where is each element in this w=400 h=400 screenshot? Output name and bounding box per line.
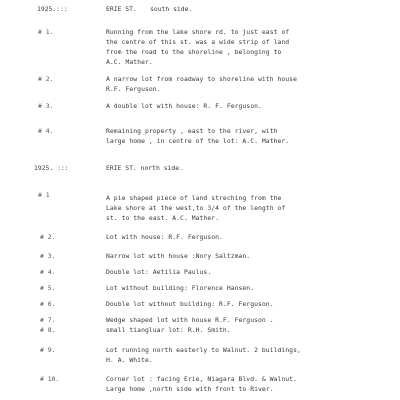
entry-line: Lot without building: Florence Hansen. [106,284,255,292]
entry-marker: # 4. [40,268,56,276]
entry-marker: # 3. [38,102,54,110]
entry-line: Large home ,north side with front to River. [106,385,274,393]
entry-marker: # 2. [40,233,56,241]
entry-line: Lot running north easterly to Walnut. 2 buildings, [106,346,301,354]
entry-marker: # 1 [38,191,50,199]
entry-line: Remaining property , east to the river, with [106,127,278,135]
entry-marker: # 6. [40,300,56,308]
entry-line: H. A. White. [106,356,153,364]
entry-line: st. to the east. A.C. Mather. [106,214,220,222]
section-1-street: ERIE ST. [106,5,137,13]
entry-line: small tiangluar lot: R.H. Smith. [106,326,231,334]
entry-marker: # 9. [40,346,56,354]
entry-line: A pie shaped piece of land streching from the [106,194,282,202]
entry-line: R.F. Ferguson. [106,85,161,93]
entry-line: Running from the lake shore rd. to just east of [106,28,290,36]
entry-marker: # 8. [40,326,56,334]
section-1-year: 1925.::: [37,5,68,13]
entry-line: the centre of this st. was a wide strip of land [106,38,290,46]
entry-marker: # 7. [40,316,56,324]
entry-line: Lot with house: R.F. Ferguson. [106,233,223,241]
entry-line: large home , in centre of the lot: A.C. Mather. [106,137,290,145]
entry-line: A narrow lot from roadway to shoreline with house [106,75,297,83]
entry-marker: # 4. [38,127,54,135]
entry-line: Double lot without building: R.F. Ferguson. [106,300,274,308]
entry-line: Double lot: Aetilia Paulus. [106,268,212,276]
entry-marker: # 10. [40,375,60,383]
entry-line: A double lot with house: R. F. Ferguson. [106,102,262,110]
section-1-side: south side. [150,5,193,13]
entry-marker: # 1. [38,28,54,36]
entry-marker: # 5. [40,284,56,292]
entry-line: A.C. Mather. [106,58,153,66]
entry-line: Lake shore at the west,to 3/4 of the length of [106,204,286,212]
entry-line: Corner lot : facing Erie, Niagara Blvd. & Walnut. [106,375,297,383]
entry-line: Wedge shaped lot with house R.F. Ferguson . [106,316,274,324]
entry-marker: # 2. [38,75,54,83]
entry-marker: # 3. [40,252,56,260]
section-2-year: 1925. ::: [34,164,69,172]
section-2-street: ERIE ST. north side. [106,164,183,172]
entry-line: from the road to the shoreline , belonging to [106,48,282,56]
entry-line: Narrow lot with house :Nory Saltzman. [106,252,251,260]
